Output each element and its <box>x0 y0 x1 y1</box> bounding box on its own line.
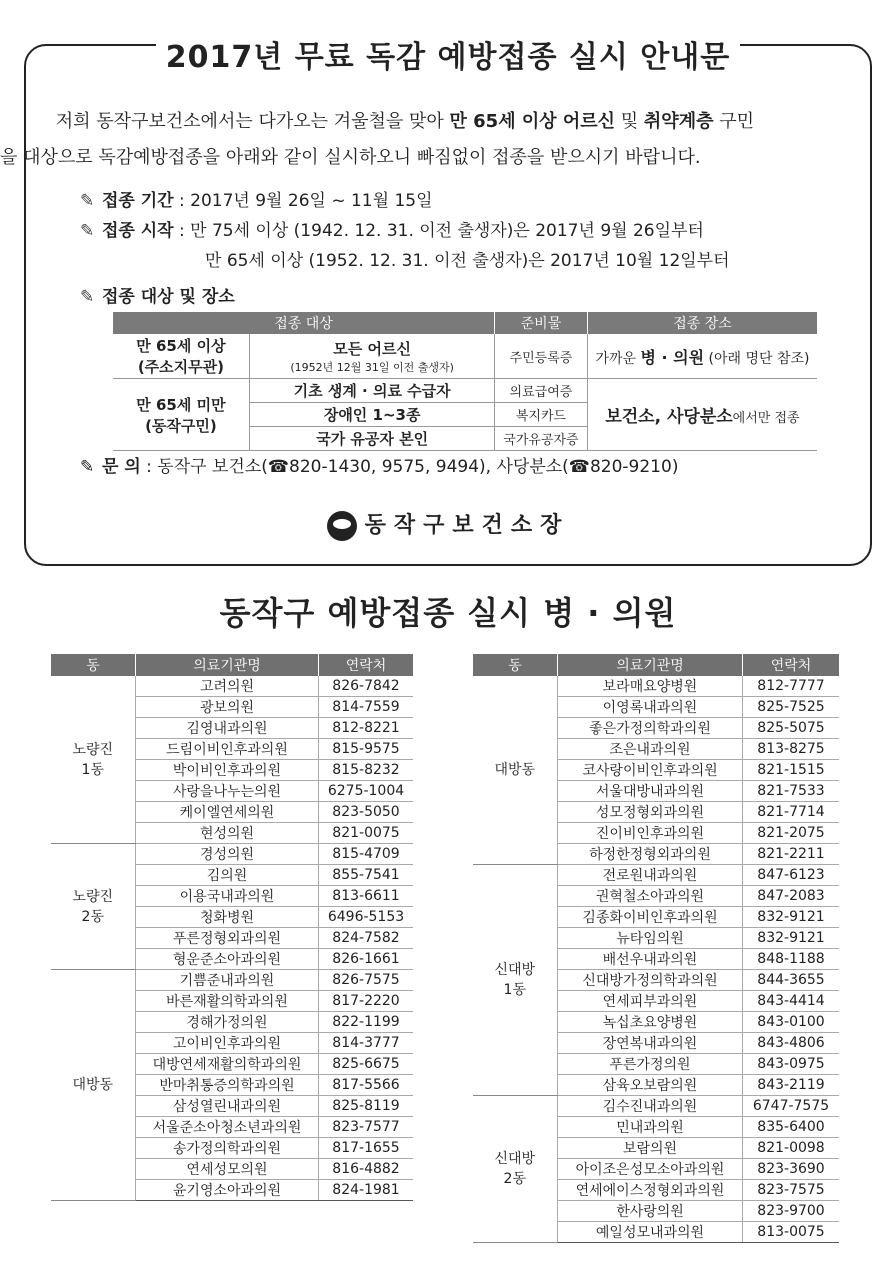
clinic-phone: 823-7577 <box>319 1117 414 1138</box>
clinic-phone: 6747-7575 <box>743 1096 840 1117</box>
clinic-phone: 812-8221 <box>319 718 414 739</box>
clinic-name: 푸른정형외과의원 <box>136 928 319 949</box>
clinic-name: 서울준소아청소년과의원 <box>136 1117 319 1138</box>
clinic-phone: 843-4414 <box>743 991 840 1012</box>
clinic-name: 보람의원 <box>558 1138 743 1159</box>
clinic-name: 연세피부과의원 <box>558 991 743 1012</box>
clinic-name: 형운준소아과의원 <box>136 949 319 970</box>
clinic-name: 광보의원 <box>136 697 319 718</box>
list-title: 동작구 예방접종 실시 병 · 의원 <box>219 594 677 632</box>
clinic-name: 연세성모의원 <box>136 1159 319 1180</box>
table-row <box>51 844 414 865</box>
clinic-phone: 847-6123 <box>743 865 840 886</box>
inquiry-item: ✎ 문 의 : 동작구 보건소(☎820-1430, 9575, 9494), 사당분소(☎820-9210) <box>80 457 679 477</box>
target-table: 접종 대상 준비물 접종 장소 만 65세 이상 (주소지무관) 모든 어르신 (1952년 12월 31일 이전 출생자) 주민등록증 가까운 병 · 의원 (아래 명단 참조) 만 65세 미만 (동작구민) 기초 생계 · 의료 수급자 의료급여증 보건소, 사당분소에서만 접종 장애인 1~3종 복지카드 국가 유공자 본인 국가유공자증 <box>112 312 817 451</box>
clinic-phone: 821-2211 <box>743 844 840 865</box>
clinic-name: 박이비인후과의원 <box>136 760 319 781</box>
clinic-name: 김수진내과의원 <box>558 1096 743 1117</box>
clinic-name: 이용국내과의원 <box>136 886 319 907</box>
clinic-table-left: 동 의료기관명 연락처 노량진 1동 고려의원 826-7842 광보의원 814-7559 김영내과의원 812-8221 드림이비인후과의원 815-9575 박이비인후과의원 815-8232 사랑을나누는의원 6275-1004 케이엘연세의원 823-5050 현성의원 821-0075 노량진 2동 경성의원 815-4709 김의원 855-7541 이용국내과의원 813-6611 청화병원 6496-5153 푸른정형외과의원 824-7582 형운준소아과의원 826-1661 대방동 기쁨준내과의원 826-7575 바른재활의학과의원 817-2220 경해가정의원 822-1199 고이비인후과의원 814-3777 대방연세재활의학과의원 825-6675 반마취통증의학과의원 817-5566 삼성열린내과의원 825-8119 서울준소아청소년과의원 823-7577 송가정의학과의원 817-1655 연세성모의원 816-4882 윤기영소아과의원 824-1981 <box>50 654 413 1201</box>
clinic-phone: 826-7842 <box>319 676 414 697</box>
clinic-phone: 825-8119 <box>319 1096 414 1117</box>
notice-intro: 저희 동작구보건소에서는 다가오는 겨울철을 맞아 만 65세 이상 어르신 및 취약계층 구민 을 대상으로 독감예방접종을 아래와 같이 실시하오니 빠짐없이 접종을 받으시기 바랍니다. <box>0 111 754 168</box>
clinic-name: 현성의원 <box>136 823 319 844</box>
clinic-name: 성모정형외과의원 <box>558 802 743 823</box>
clinic-name: 김영내과의원 <box>136 718 319 739</box>
clinic-name: 송가정의학과의원 <box>136 1138 319 1159</box>
clinic-name: 경해가정의원 <box>136 1012 319 1033</box>
clinic-name: 윤기영소아과의원 <box>136 1180 319 1201</box>
clinic-name: 삼성열린내과의원 <box>136 1096 319 1117</box>
clinic-name: 코사랑이비인후과의원 <box>558 760 743 781</box>
signature: 동작구보건소장 <box>0 508 896 541</box>
clinic-phone: 821-7714 <box>743 802 840 823</box>
clinic-name: 신대방가정의학과의원 <box>558 970 743 991</box>
table-row <box>473 1096 840 1117</box>
clinic-name: 푸른가정의원 <box>558 1054 743 1075</box>
clinic-phone: 826-7575 <box>319 970 414 991</box>
clinic-phone: 813-0075 <box>743 1222 840 1243</box>
table-row <box>473 676 840 697</box>
clinic-phone: 825-7525 <box>743 697 840 718</box>
clinic-phone: 815-9575 <box>319 739 414 760</box>
clinic-phone: 823-9700 <box>743 1201 840 1222</box>
clinic-phone: 824-1981 <box>319 1180 414 1201</box>
clinic-phone: 823-7575 <box>743 1180 840 1201</box>
clinic-phone: 814-3777 <box>319 1033 414 1054</box>
clinic-name: 예일성모내과의원 <box>558 1222 743 1243</box>
clinic-name: 서울대방내과의원 <box>558 781 743 802</box>
clinic-phone: 825-5075 <box>743 718 840 739</box>
clinic-phone: 821-0098 <box>743 1138 840 1159</box>
clinic-name: 조은내과의원 <box>558 739 743 760</box>
clinic-phone: 813-8275 <box>743 739 840 760</box>
clinic-phone: 821-0075 <box>319 823 414 844</box>
clinic-name: 기쁨준내과의원 <box>136 970 319 991</box>
target-item: ✎ 접종 대상 및 장소 <box>80 287 235 307</box>
clinic-phone: 843-0100 <box>743 1012 840 1033</box>
clinic-phone: 835-6400 <box>743 1117 840 1138</box>
dong-cell: 대방동 <box>473 676 558 865</box>
dong-cell: 신대방 1동 <box>473 865 558 1096</box>
clinic-phone: 843-4806 <box>743 1033 840 1054</box>
clinic-name: 아이조은성모소아과의원 <box>558 1159 743 1180</box>
clinic-phone: 6496-5153 <box>319 907 414 928</box>
clinic-phone: 816-4882 <box>319 1159 414 1180</box>
clinic-phone: 824-7582 <box>319 928 414 949</box>
clinic-phone: 843-2119 <box>743 1075 840 1096</box>
clinic-phone: 812-7777 <box>743 676 840 697</box>
clinic-phone: 821-1515 <box>743 760 840 781</box>
clinic-name: 드림이비인후과의원 <box>136 739 319 760</box>
clinic-name: 반마취통증의학과의원 <box>136 1075 319 1096</box>
clinic-name: 케이엘연세의원 <box>136 802 319 823</box>
clinic-phone: 832-9121 <box>743 928 840 949</box>
dong-cell: 노량진 1동 <box>51 676 136 844</box>
dong-cell: 노량진 2동 <box>51 844 136 970</box>
clinic-phone: 6275-1004 <box>319 781 414 802</box>
clinic-phone: 823-3690 <box>743 1159 840 1180</box>
clinic-name: 민내과의원 <box>558 1117 743 1138</box>
clinic-phone: 821-7533 <box>743 781 840 802</box>
clinic-name: 사랑을나누는의원 <box>136 781 319 802</box>
start-item-line2: 만 65세 이상 (1952. 12. 31. 이전 출생자)은 2017년 10월 12일부터 <box>205 251 730 271</box>
clinic-name: 녹십초요양병원 <box>558 1012 743 1033</box>
clinic-phone: 843-0975 <box>743 1054 840 1075</box>
clinic-phone: 826-1661 <box>319 949 414 970</box>
clinic-name: 삼육오보람의원 <box>558 1075 743 1096</box>
clinic-phone: 817-1655 <box>319 1138 414 1159</box>
clinic-phone: 825-6675 <box>319 1054 414 1075</box>
clinic-phone: 848-1188 <box>743 949 840 970</box>
clinic-phone: 815-8232 <box>319 760 414 781</box>
syringe-icon: ✎ <box>80 287 95 307</box>
clinic-name: 한사랑의원 <box>558 1201 743 1222</box>
clinic-name: 뉴타임의원 <box>558 928 743 949</box>
table-row <box>473 865 840 886</box>
clinic-phone: 822-1199 <box>319 1012 414 1033</box>
syringe-icon: ✎ <box>80 221 95 241</box>
clinic-name: 고려의원 <box>136 676 319 697</box>
notice-title: 2017년 무료 독감 예방접종 실시 안내문 <box>0 32 896 76</box>
clinic-name: 고이비인후과의원 <box>136 1033 319 1054</box>
table-row <box>51 970 414 991</box>
period-item: ✎ 접종 기간 : 2017년 9월 26일 ~ 11월 15일 <box>80 191 433 211</box>
clinic-name: 이영록내과의원 <box>558 697 743 718</box>
clinic-name: 연세에이스정형외과의원 <box>558 1180 743 1201</box>
clinic-name: 전로원내과의원 <box>558 865 743 886</box>
clinic-name: 청화병원 <box>136 907 319 928</box>
clinic-phone: 844-3655 <box>743 970 840 991</box>
clinic-name: 김의원 <box>136 865 319 886</box>
clinic-name: 하정한정형외과의원 <box>558 844 743 865</box>
clinic-phone: 855-7541 <box>319 865 414 886</box>
clinic-phone: 817-5566 <box>319 1075 414 1096</box>
clinic-name: 바른재활의학과의원 <box>136 991 319 1012</box>
table-row <box>51 676 414 697</box>
clinic-name: 배선우내과의원 <box>558 949 743 970</box>
clinic-phone: 821-2075 <box>743 823 840 844</box>
syringe-icon: ✎ <box>80 191 95 211</box>
clinic-name: 장연복내과의원 <box>558 1033 743 1054</box>
clinic-phone: 817-2220 <box>319 991 414 1012</box>
clinic-phone: 832-9121 <box>743 907 840 928</box>
clinic-name: 권혁철소아과의원 <box>558 886 743 907</box>
clinic-name: 경성의원 <box>136 844 319 865</box>
dong-cell: 대방동 <box>51 970 136 1201</box>
clinic-phone: 814-7559 <box>319 697 414 718</box>
clinic-name: 대방연세재활의학과의원 <box>136 1054 319 1075</box>
clinic-name: 좋은가정의학과의원 <box>558 718 743 739</box>
health-center-logo <box>327 511 357 541</box>
clinic-phone: 813-6611 <box>319 886 414 907</box>
start-item: ✎ 접종 시작 : 만 75세 이상 (1942. 12. 31. 이전 출생자)은 2017년 9월 26일부터 <box>80 221 704 241</box>
clinic-name: 김종화이비인후과의원 <box>558 907 743 928</box>
syringe-icon: ✎ <box>80 457 95 477</box>
clinic-table-right: 동 의료기관명 연락처 대방동 보라매요양병원 812-7777 이영록내과의원 825-7525 좋은가정의학과의원 825-5075 조은내과의원 813-8275 코사랑이비인후과의원 821-1515 서울대방내과의원 821-7533 성모정형외과의원 821-7714 진이비인후과의원 821-2075 하정한정형외과의원 821-2211 신대방 1동 전로원내과의원 847-6123 권혁철소아과의원 847-2083 김종화이비인후과의원 832-9121 뉴타임의원 832-9121 배선우내과의원 848-1188 신대방가정의학과의원 844-3655 연세피부과의원 843-4414 녹십초요양병원 843-0100 장연복내과의원 843-4806 푸른가정의원 843-0975 삼육오보람의원 843-2119 신대방 2동 김수진내과의원 6747-7575 민내과의원 835-6400 보람의원 821-0098 아이조은성모소아과의원 823-3690 연세에이스정형외과의원 823-7575 한사랑의원 823-9700 예일성모내과의원 813-0075 <box>472 654 839 1243</box>
dong-cell: 신대방 2동 <box>473 1096 558 1243</box>
clinic-name: 진이비인후과의원 <box>558 823 743 844</box>
clinic-name: 보라매요양병원 <box>558 676 743 697</box>
clinic-phone: 815-4709 <box>319 844 414 865</box>
clinic-phone: 847-2083 <box>743 886 840 907</box>
clinic-phone: 823-5050 <box>319 802 414 823</box>
